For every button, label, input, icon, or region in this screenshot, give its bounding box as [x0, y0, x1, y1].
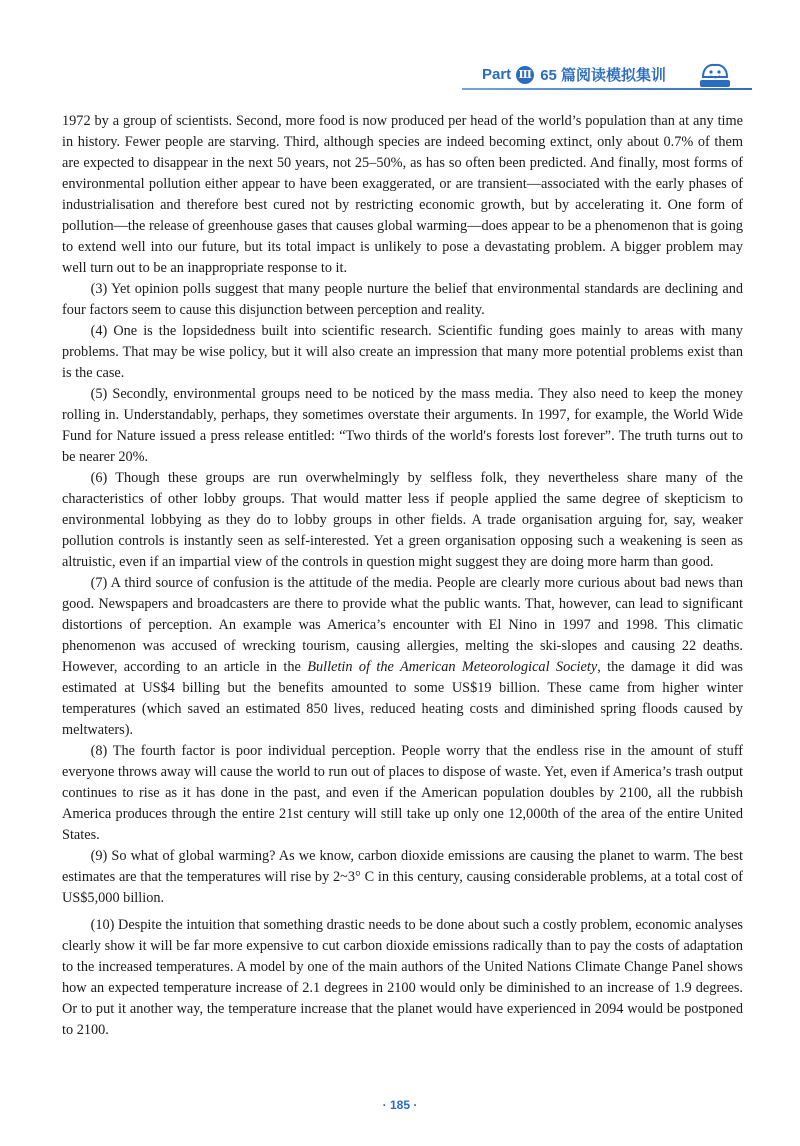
journal-title: Bulletin of the American Meteorological Society [307, 659, 598, 675]
article-body [62, 111, 743, 1041]
page-number: · 185 · [382, 1098, 418, 1112]
paragraph-6: (6) Though these groups are run overwhelmingly by selfless folk, they nevertheless share many of the characteristics of other lobby groups. That would matter less if people applied the same degree of skepticism to environmental lobbying as they do to lobby groups in other fields. A trade organisation arguing for, say, weaker pollution controls is instantly seen as self-interested. Yet a green organisation opposing such a weakening is seen as altruistic, even if an impartial view of the controls in question might suggest they are doing more harm than good. [62, 470, 743, 570]
section-title: 65 篇阅读模拟集训 [540, 67, 667, 84]
paragraph-7-text-a: (7) A third source of confusion is the attitude of the media. People are clearly more curious about bad news than good. Newspapers and broadcasters are there to provide what the public wants. That, however, can lead to significant distortions of perception. An example was America’s encounter with El Nino in 1997 and 1998. This climatic phenomenon was accused of wrecking tourism, causing allergies, melting the ski-slopes and causing 22 deaths. However, according to an article in the [62, 575, 743, 675]
page-header [0, 58, 800, 98]
paragraph-3: (3) Yet opinion polls suggest that many people nurture the belief that environmental standards are declining and four factors seem to cause this disjunction between perception and reality. [62, 281, 743, 318]
paragraph-10: (10) Despite the intuition that something drastic needs to be done about such a costly problem, economic analyses clearly show it will be far more expensive to cut carbon dioxide emissions radically than to pay the costs of adaptation to the increased temperatures. A model by one of the main authors of the United Nations Climate Change Panel shows how an expected temperature increase of 2.1 degrees in 2100 would only be diminished to an increase of 1.9 degrees. Or to put it another way, the temperature increase that the planet would have experienced in 2094 would be postponed to 2100. [62, 917, 743, 1038]
part-label: Part [482, 66, 512, 83]
paragraph-continued: 1972 by a group of scientists. Second, more food is now produced per head of the world’s population than at any time in history. Fewer people are starving. Third, although species are indeed becoming extinct, only about 0.7% of them are expected to disappear in the next 50 years, not 25–50%, as has so often been predicted. And finally, most forms of environmental pollution either appear to have been exaggerated, or are transient—associated with the early phases of industrialisation and therefore best cured not by restricting economic growth, but by accelerating it. One form of pollution—the release of greenhouse gases that causes global warming—does appear to be a phenomenon that is going to extend well into our future, but its total impact is unlikely to pose a devastating problem. A bigger problem may well turn out to be an inappropriate response to it. [62, 113, 743, 276]
paragraph-8: (8) The fourth factor is poor individual perception. People worry that the endless rise in the amount of stuff everyone throws away will cause the world to run out of places to dispose of waste. Yet, even if America’s trash output continues to rise as it has done in the past, and even if the American population doubles by 2100, all the rubbish America produces through the entire 21st century will still take up only one 12,000th of the area of the entire United States. [62, 743, 743, 843]
paragraph-9: (9) So what of global warming? As we know, carbon dioxide emissions are causing the planet to warm. The best estimates are that the temperatures will rise by 2~3° C in this century, causing considerable problems, at a total cost of US$5,000 billion. [62, 848, 743, 906]
publisher-logo-icon [698, 60, 732, 88]
paragraph-7 [62, 573, 743, 741]
paragraph-5: (5) Secondly, environmental groups need to be noticed by the mass media. They also need to keep the money rolling in. Understandably, perhaps, they sometimes overstate their arguments. In 1997, for example, the World Wide Fund for Nature issued a press release entitled: “Two thirds of the world′s forests lost forever”. The truth turns out to be nearer 20%. [62, 386, 743, 465]
paragraph-4: (4) One is the lopsidedness built into scientific research. Scientific funding goes mainly to areas with many problems. That may be wise policy, but it will also create an impression that many more potential problems exist than is the case. [62, 323, 743, 381]
part-number-badge: Ⅲ [516, 66, 534, 84]
paragraph-7-text-b: , the damage it did was estimated at US$4 billing but the benefits amounted to some US$19 billion. These came from higher winter temperatures (which saved an estimated 850 lives, reduced heating costs and diminished spring floods caused by meltwaters). [62, 659, 743, 738]
header-rule [462, 88, 752, 90]
header-title [482, 64, 666, 85]
